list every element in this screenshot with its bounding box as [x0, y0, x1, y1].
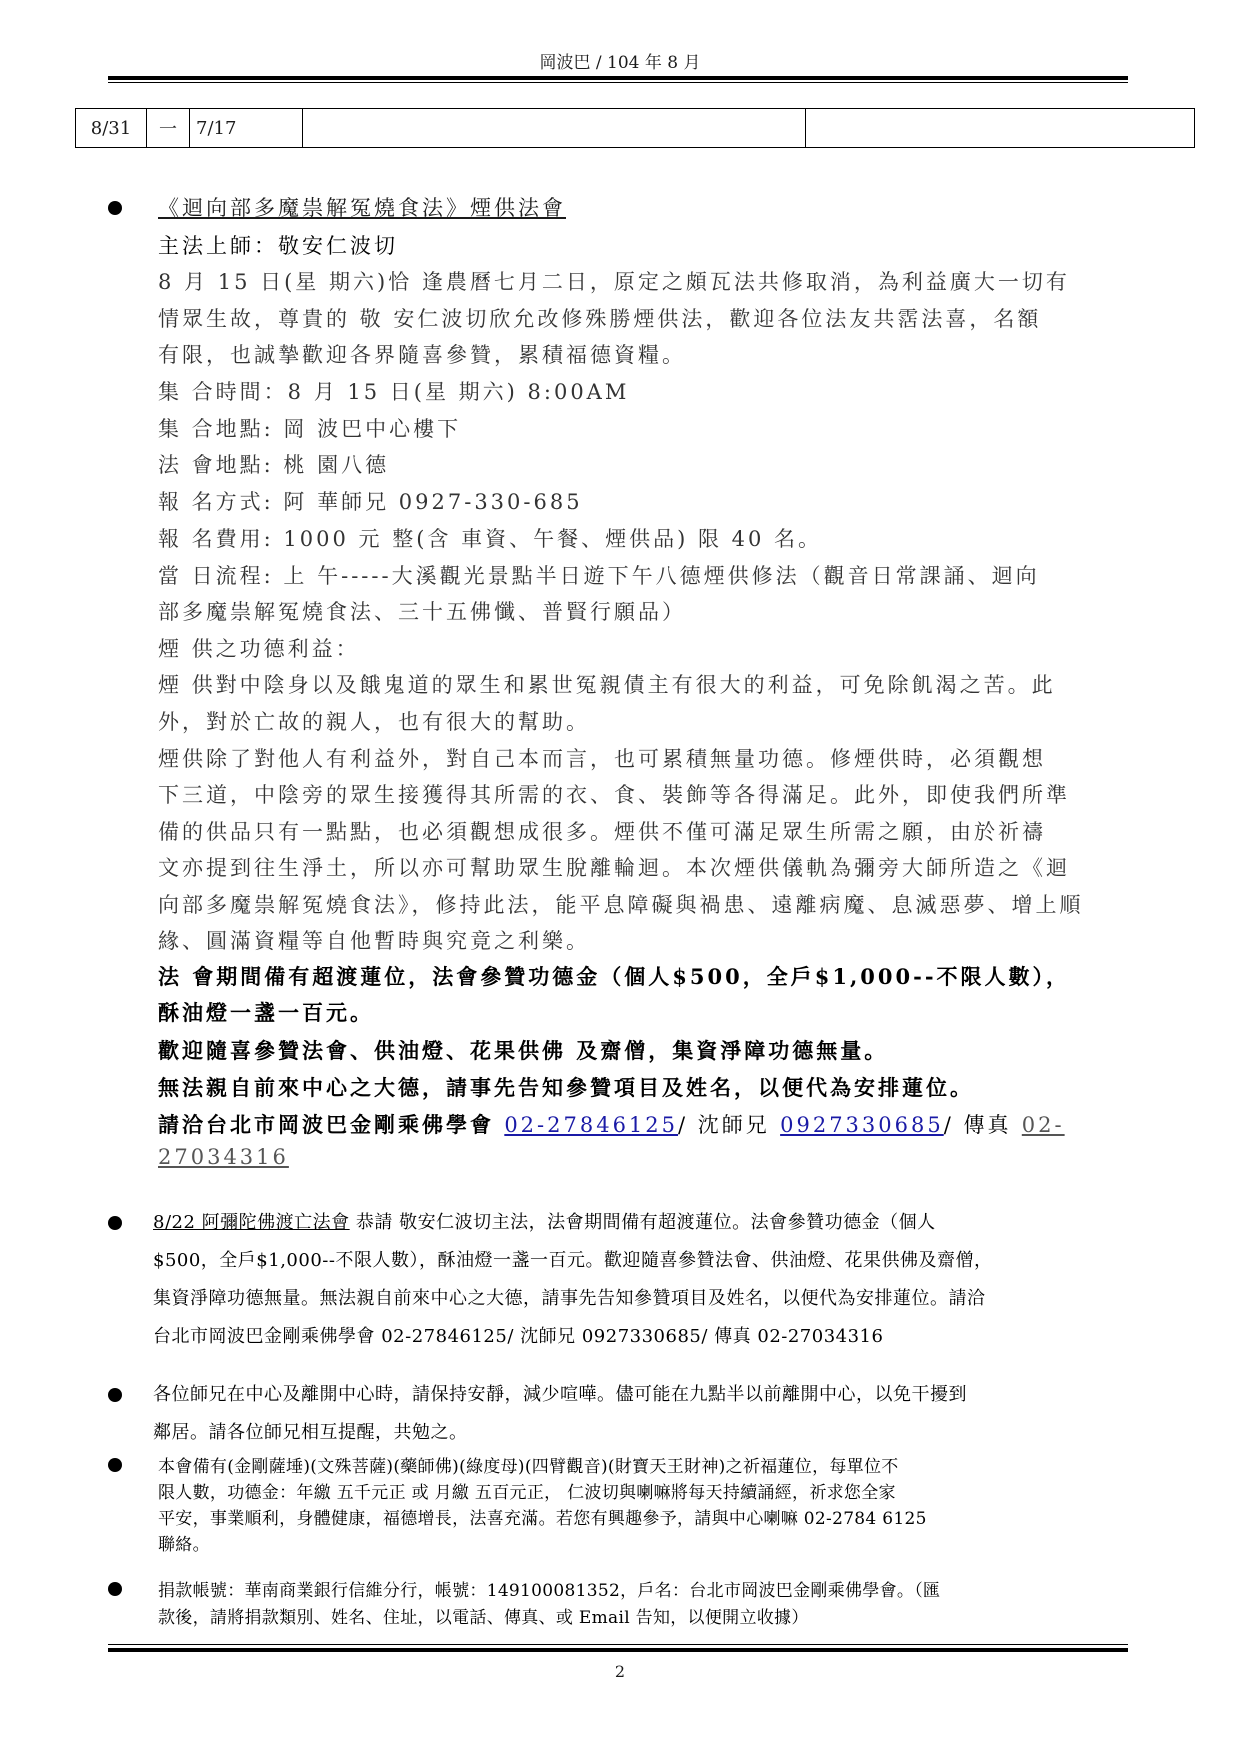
section2-line [153, 1208, 936, 1234]
section1-contact-line [158, 1109, 1065, 1139]
section1-line: 集 合地點: 岡 波巴中心樓下 [158, 417, 462, 441]
page-number: 2 [614, 1662, 626, 1681]
section4-line: 聯絡。 [158, 1535, 210, 1555]
table-cell-weekday: 一 [147, 109, 190, 148]
bullet-icon [108, 1458, 122, 1472]
section1-line: 情眾生故，尊貴的 敬 安仁波切欣允改修殊勝煙供法，歡迎各位法友共霑法喜，名額 [158, 307, 1042, 331]
section1-line: 煙 供對中陰身以及餓鬼道的眾生和累世冤親債主有很大的利益，可免除飢渴之苦。此 [158, 673, 1056, 697]
section1-bold-line: 歡迎隨喜參贊法會、供油燈、花果供佛 及齋僧，集資淨障功德無量。 [158, 1038, 889, 1063]
header-rule [108, 76, 1128, 80]
contact-separator: / 傳真 [943, 1113, 1012, 1137]
section1-line: 集 合時間：8 月 15 日(星 期六) 8:00AM [158, 380, 630, 404]
section1-line: 報 名費用: 1000 元 整(含 車資、午餐、煙供品) 限 40 名。 [158, 527, 823, 551]
section4-line: 限人數，功德金：年繳 五千元正 或 月繳 五百元正， 仁波切與喇嘛將每天持續誦經，祈求您全家 [158, 1483, 896, 1503]
section5-line: 捐款帳號：華南商業銀行信維分行，帳號：149100081352，戶名：台北市岡波巴金剛乘佛學會。（匯 [158, 1581, 941, 1601]
section1-line: 有限，也誠摯歡迎各界隨喜參贊，累積福德資糧。 [158, 343, 686, 367]
section1-line: 煙供除了對他人有利益外，對自己本而言，也可累積無量功德。修煙供時，必須觀想 [158, 747, 1046, 771]
bullet-icon [108, 201, 122, 215]
fax-link-continued[interactable]: 27034316 [158, 1145, 289, 1169]
section1-line: 報 名方式: 阿 華師兄 0927-330-685 [158, 490, 583, 514]
section1-title: 《迴向部多魔祟解冤燒食法》煙供法會 [158, 196, 566, 220]
bullet-icon [108, 1216, 122, 1230]
fax-link-wrap [158, 1145, 289, 1169]
section1-line: 法 會地點: 桃 園八德 [158, 453, 390, 477]
contact-separator: / 沈師兄 [678, 1113, 770, 1137]
section1-line: 向部多魔祟解冤燒食法》，修持此法，能平息障礙與禍患、遠離病魔、息滅惡夢、增上順 [158, 893, 1084, 917]
section1-line: 8 月 15 日(星 期六)恰 逢農曆七月二日，原定之頗瓦法共修取消，為利益廣大一切有 [158, 270, 1070, 294]
section3-line: 各位師兄在中心及離開中心時，請保持安靜，減少喧嘩。儘可能在九點半以前離開中心，以免干擾到 [153, 1384, 967, 1405]
section1-line: 文亦提到往生淨土，所以亦可幫助眾生脫離輪迴。本次煙供儀軌為彌旁大師所造之《迴 [158, 856, 1070, 880]
section1-line: 當 日流程: 上 午-----大溪觀光景點半日遊下午八德煙供修法（觀音日常課誦、迴向 [158, 564, 1040, 588]
section1-line: 外，對於亡故的親人，也有很大的幫助。 [158, 710, 590, 734]
section2-line: 集資淨障功德無量。無法親自前來中心之大德，請事先告知參贊項目及姓名，以便代為安排蓮位。請洽 [153, 1288, 986, 1309]
section1-bold-line: 無法親自前來中心之大德，請事先告知參贊項目及姓名，以便代為安排蓮位。 [158, 1075, 974, 1100]
fax-link[interactable]: 02- [1021, 1113, 1065, 1137]
section1-line: 主法上師：敬安仁波切 [158, 234, 398, 258]
page-header-title: 岡波巴 / 104 年 8 月 [539, 53, 701, 73]
phone-link-2[interactable]: 0927330685 [780, 1113, 944, 1137]
section1-line: 緣、圓滿資糧等自他暫時與究竟之利樂。 [158, 929, 590, 953]
bullet-icon [108, 1388, 122, 1402]
section1-line: 煙 供之功德利益： [158, 637, 360, 661]
footer-rule [108, 1648, 1128, 1652]
schedule-table [75, 108, 1195, 148]
table-cell-empty [806, 109, 1195, 148]
header-rule-thin [108, 82, 1128, 83]
section2-title: 8/22 阿彌陀佛渡亡法會 [153, 1212, 350, 1233]
footer-rule-thin [108, 1644, 1128, 1645]
bullet-icon [108, 1582, 122, 1596]
table-cell-empty [303, 109, 806, 148]
section2-line: 台北市岡波巴金剛乘佛學會 02-27846125/ 沈師兄 0927330685/ 傳真 02-27034316 [153, 1326, 884, 1347]
section1-bold-line: 酥油燈一盞一百元。 [158, 1000, 374, 1025]
section1-line: 部多魔祟解冤燒食法、三十五佛懺、普賢行願品） [158, 600, 686, 624]
section4-line: 平安，事業順利，身體健康，福德增長，法喜充滿。若您有興趣參予，請與中心喇嘛 02-2784 6125 [158, 1509, 927, 1529]
section3-line: 鄰居。請各位師兄相互提醒，共勉之。 [153, 1422, 468, 1443]
section1-line: 備的供品只有一點點，也必須觀想成很多。煙供不僅可滿足眾生所需之願，由於祈禱 [158, 820, 1046, 844]
section1-bold-line: 法 會期間備有超渡蓮位，法會參贊功德金（個人$500，全戶$1,000--不限人數）， [158, 964, 1071, 989]
section2-line: $500，全戶$1,000--不限人數），酥油燈一盞一百元。歡迎隨喜參贊法會、供油燈、花果供佛及齋僧， [153, 1250, 993, 1271]
section1-line: 下三道，中陰旁的眾生接獲得其所需的衣、食、裝飾等各得滿足。此外，即使我們所準 [158, 783, 1070, 807]
phone-link-1[interactable]: 02-27846125 [504, 1113, 679, 1137]
table-cell-date: 8/31 [76, 109, 147, 148]
contact-prefix: 請洽台北市岡波巴金剛乘佛學會 [158, 1112, 494, 1137]
section2-intro: 恭請 敬安仁波切主法，法會期間備有超渡蓮位。法會參贊功德金（個人 [349, 1212, 936, 1233]
section5-line: 款後，請將捐款類別、姓名、住址，以電話、傳真、或 Email 告知，以便開立收據） [158, 1608, 809, 1628]
table-cell-lunar: 7/17 [190, 109, 303, 148]
section4-line: 本會備有(金剛薩埵)(文殊菩薩)(藥師佛)(綠度母)(四臂觀音)(財寶天王財神)之祈福蓮位，每單位不 [158, 1457, 899, 1477]
table-row [76, 109, 1195, 148]
